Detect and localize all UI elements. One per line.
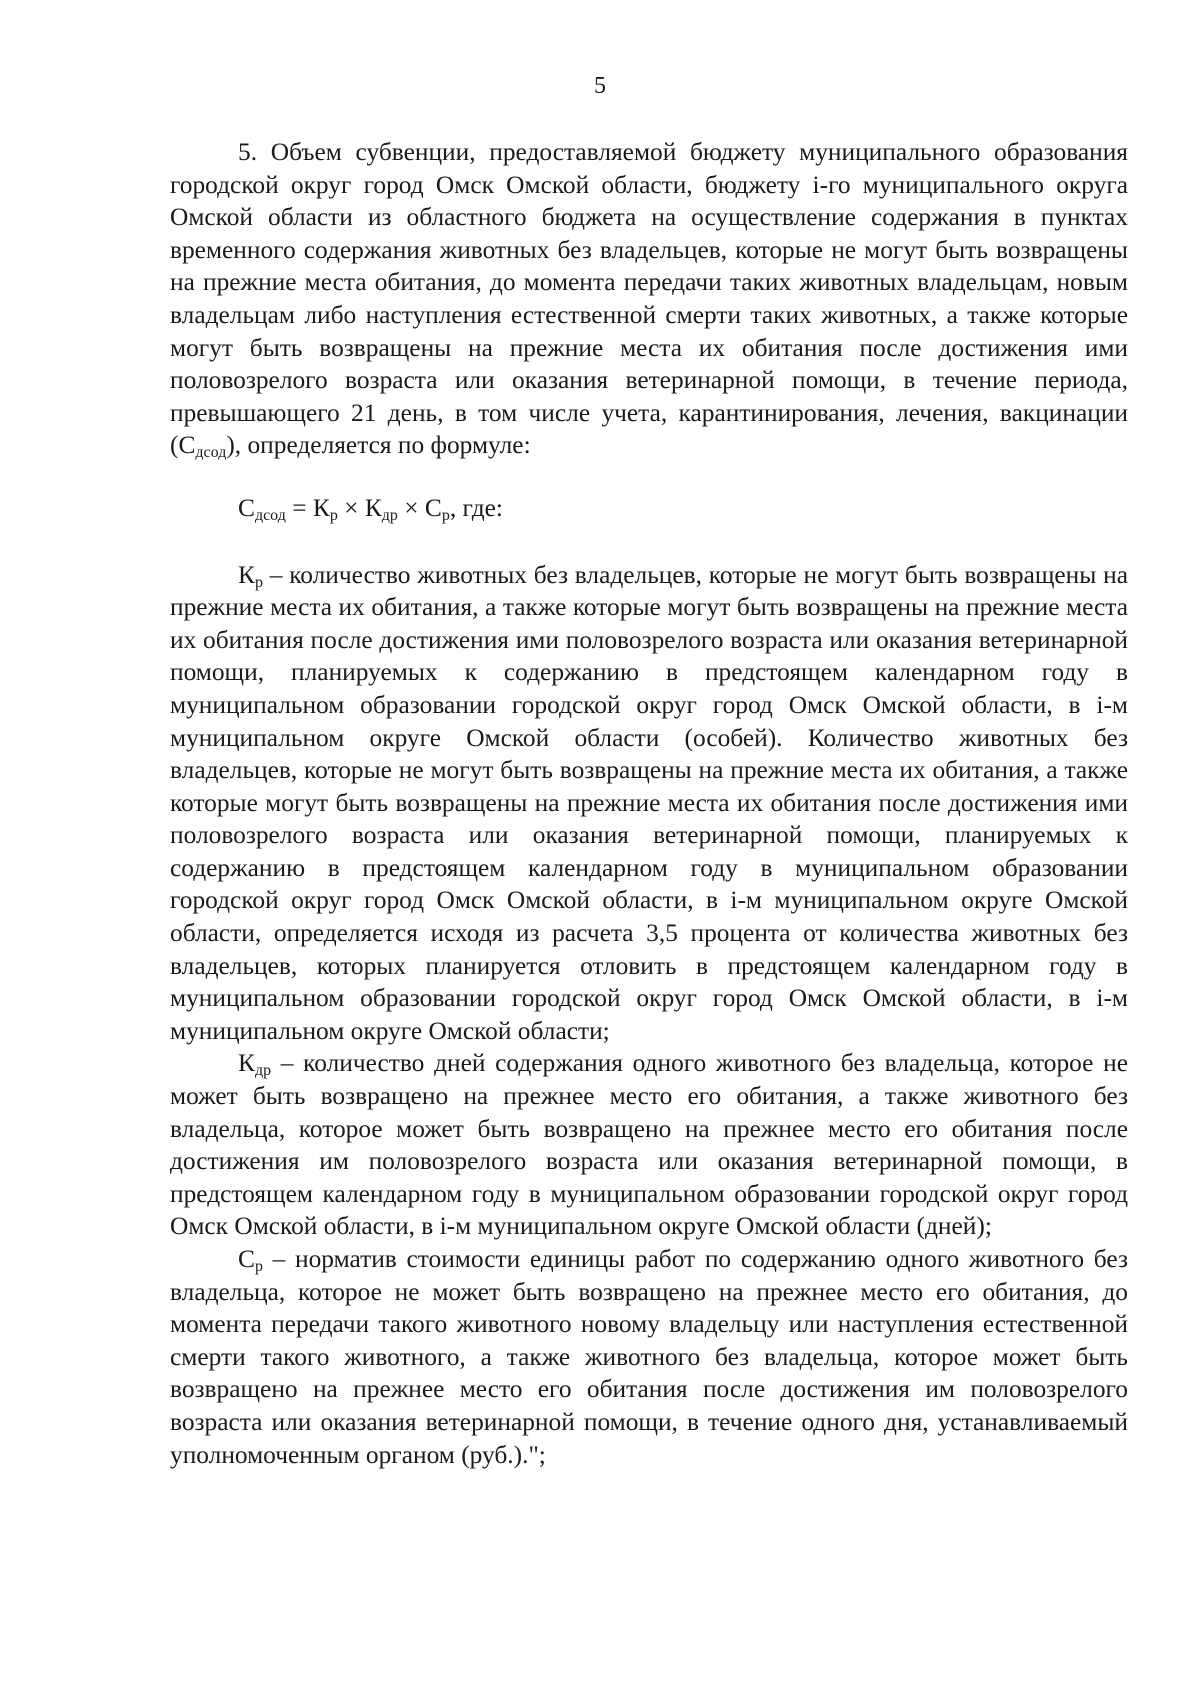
paragraph-text: 5. Объем субвенции, предоставляемой бюджету муниципального образования городской округ город Омск Омской области, бюджету i-го муниципального округа Омской области из областного бюджета на осуществление содержания в пунктах временного содержания животных без владельцев, которые не могут быть возвращены на прежние места обитания, до момента передачи таких животных владельцам, новым владельцам либо наступления естественной смерти таких животных, а также которые могут быть возвращены на прежние места их обитания после достижения ими половозрелого возраста или оказания ветеринарной помощи, в течение периода, превышающего 21 день, в том числе учета, карантинирования, лечения, вакцинации ( — [170, 138, 1128, 460]
definition-cp — [170, 1243, 1128, 1471]
symbol-subscript: дсод — [195, 444, 227, 462]
formula-k: К — [312, 493, 330, 522]
paragraph-subvention-volume — [170, 136, 1128, 462]
symbol-c: С — [178, 431, 196, 460]
formula — [170, 492, 1128, 525]
formula-equals: = — [285, 493, 313, 522]
formula-c: С — [238, 493, 255, 522]
paragraph-text-end: ), определяется по формуле: — [226, 431, 531, 460]
formula-times: × — [397, 493, 425, 522]
page-number: 5 — [594, 73, 606, 99]
definition-kp — [170, 559, 1128, 1048]
formula-c-subscript: дсод — [254, 506, 286, 524]
formula-tail: , где: — [449, 493, 503, 522]
document-body — [170, 136, 1128, 1471]
formula-cp-subscript: р — [441, 506, 450, 524]
definition-text: – количество животных без владельцев, которые не могут быть возвращены на прежние места их обитания, а также которые могут быть возвращены на прежние места их обитания после достижения ими половозрелого возраста или оказания ветеринарной помощи, планируемых к содержанию в предстоящем календарном году в муниципальном образовании городской округ город Омск Омской области, в i-м муниципальном округе Омской области (особей). Количество животных без владельцев, которые не могут быть возвращены на прежние места их обитания, а также которые могут быть возвращены на прежние места их обитания после достижения ими половозрелого возраста или оказания ветеринарной помощи, планируемых к содержанию в предстоящем календарном году в муниципальном образовании городской округ город Омск Омской области, в i-м муниципальном округе Омской области, определяется исходя из расчета 3,5 процента от количества животных без владельцев, которых планируется отловить в предстоящем календарном году в муниципальном образовании городской округ город Омск Омской области, в i-м муниципальном округе Омской области; — [170, 560, 1128, 1045]
definition-subscript: др — [254, 1062, 272, 1080]
formula-cp: С — [424, 493, 442, 522]
definition-text: – норматив стоимости единицы работ по содержанию одного животного без владельца, которое не может быть возвращено на прежнее место его обитания, до момента передачи такого животного новому владельцу или наступления естественной смерти такого животного, а также животного без владельца, которое может быть возвращено на прежнее место его обитания после достижения им половозрелого возраста или оказания ветеринарной помощи, в течение одного дня, устанавливаемый уполномоченным органом (руб.)."; — [170, 1245, 1128, 1469]
formula-times: × — [337, 493, 365, 522]
definition-symbol: К — [238, 560, 255, 589]
definition-text: – количество дней содержания одного животного без владельца, которое не может быть возвращено на прежнее место его обитания, а также животного без владельца, которое может быть возвращено на прежнее место его обитания после достижения им половозрелого возраста или оказания ветеринарной помощи, в предстоящем календарном году в муниципальном образовании городской округ город Омск Омской области, в i-м муниципальном округе Омской области (дней); — [170, 1049, 1128, 1241]
formula-kdr-subscript: др — [381, 506, 398, 524]
formula-kdr: К — [364, 493, 382, 522]
definition-symbol: С — [238, 1245, 255, 1273]
definition-symbol: К — [238, 1049, 255, 1078]
formula-k-subscript: р — [329, 506, 338, 524]
definition-subscript: р — [254, 573, 263, 591]
definition-subscript: р — [254, 1258, 263, 1275]
definition-kdr — [170, 1047, 1128, 1243]
